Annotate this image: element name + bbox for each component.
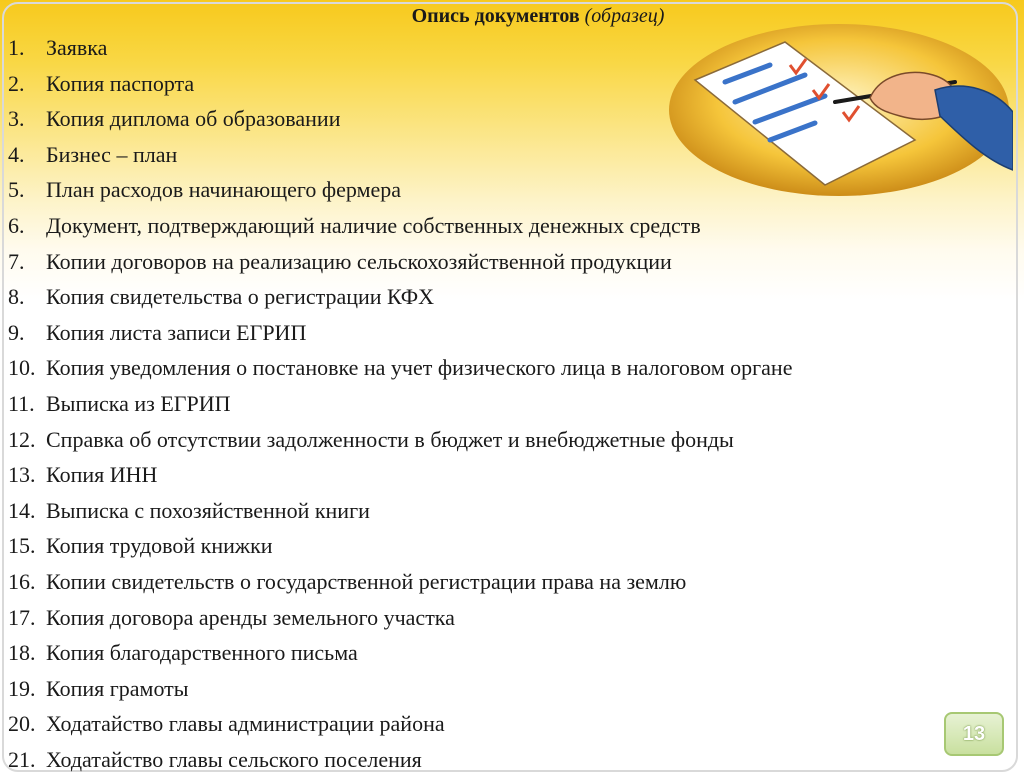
list-item-text: Копия диплома об образовании [46, 106, 341, 132]
hand-writing-document-icon [665, 20, 1013, 200]
list-item-text: План расходов начинающего фермера [46, 177, 402, 203]
list-item-number: 20. [8, 711, 36, 737]
list-item-text: Копия благодарственного письма [46, 640, 358, 666]
list-item-number: 8. [8, 284, 25, 310]
list-item-text: Бизнес – план [46, 141, 178, 167]
list-item-text: Заявка [46, 35, 108, 60]
list-item-number: 12. [8, 426, 36, 452]
list-item-number: 21. [8, 746, 36, 772]
page-number-badge [944, 712, 1004, 756]
list-item-number: 15. [8, 533, 36, 559]
list-item-text: Копия свидетельства о регистрации КФХ [46, 284, 435, 310]
title-subtitle: (образец) [584, 5, 665, 27]
list-item-number: 4. [8, 141, 25, 167]
list-item-number: 11. [8, 390, 35, 416]
list-item-number: 16. [8, 568, 36, 594]
list-item-text: Копия грамоты [46, 675, 189, 701]
list-item-text: Копия ИНН [46, 462, 158, 488]
list-item-number: 7. [8, 248, 25, 274]
list-item-number: 6. [8, 212, 25, 238]
list-item-text: Ходатайство главы сельского поселения [46, 746, 422, 772]
list-item-text: Копия договора аренды земельного участка [46, 604, 455, 630]
list-item-number: 2. [8, 70, 25, 96]
list-item-number: 18. [8, 640, 36, 666]
list-item-text: Копии договоров на реализацию сельскохозяйственной продукции [46, 248, 672, 274]
list-item-text: Документ, подтверждающий наличие собственных денежных средств [46, 212, 701, 238]
list-item-text: Копия уведомления о постановке на учет физического лица в налоговом органе [46, 355, 793, 381]
list-item-text: Копия листа записи ЕГРИП [46, 319, 307, 345]
list-item-number: 5. [8, 177, 25, 203]
list-item-text: Выписка с похозяйственной книги [46, 497, 370, 523]
list-item-text: Копия трудовой книжки [46, 533, 273, 559]
page-number: 13 [962, 722, 986, 745]
title-text: Опись документов [411, 5, 580, 27]
list-item-number: 9. [8, 319, 25, 345]
list-item-number: 13. [8, 462, 36, 488]
list-item-number: 1. [8, 35, 25, 60]
list-item-text: Копии свидетельств о государственной регистрации права на землю [46, 568, 687, 594]
list-item-number: 3. [8, 106, 25, 132]
list-item-text: Копия паспорта [46, 70, 195, 96]
list-item-number: 19. [8, 675, 36, 701]
list-item-number: 10. [8, 355, 36, 381]
list-item-number: 14. [8, 497, 36, 523]
list-item-text: Выписка из ЕГРИП [46, 390, 231, 416]
list-item-number: 17. [8, 604, 36, 630]
list-item-text: Ходатайство главы администрации района [46, 711, 445, 737]
list-item-text: Справка об отсутствии задолженности в бюджет и внебюджетные фонды [46, 426, 734, 452]
